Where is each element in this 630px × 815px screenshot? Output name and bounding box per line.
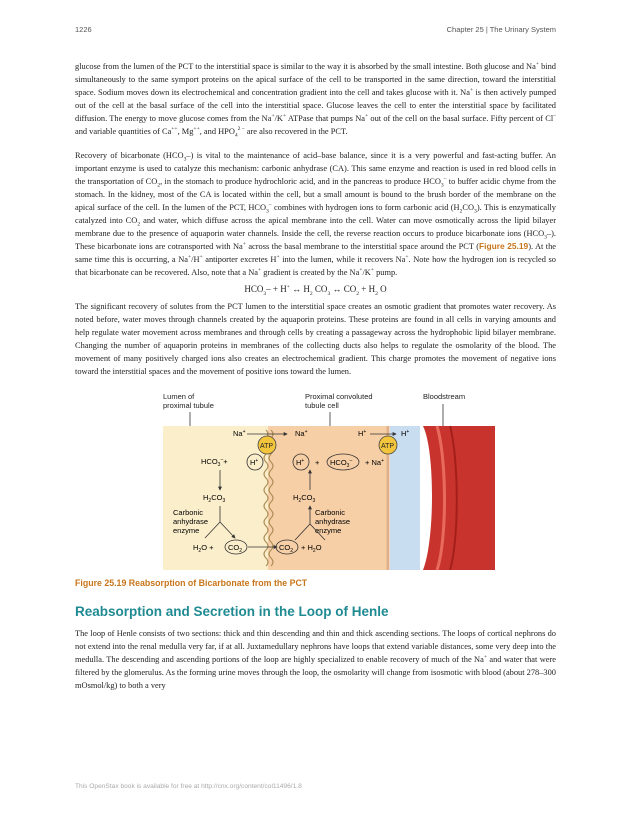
footer: This OpenStax book is available for free at http://cnx.org/content/col11496/1.8: [75, 783, 302, 790]
atp-basal-label: ATP: [381, 443, 395, 450]
page-number: 1226: [75, 25, 92, 34]
section-heading: Reabsorption and Secretion in the Loop of Henle: [75, 604, 389, 619]
label-co2-lumen: $CO_2$: [228, 543, 243, 554]
label-cell: Proximal convoluted: [305, 392, 373, 401]
label-na-interstitial: + Na+: [365, 458, 384, 467]
label-h2o-cell: + $H_2O$: [301, 543, 322, 554]
label-h2co3-cell: $H_2CO_3$: [293, 493, 316, 504]
label-hco3-cell: $HCO_3^-$: [330, 458, 353, 469]
label-lumen: Lumen of: [163, 392, 195, 401]
label-enzyme-cell-3: enzyme: [315, 526, 342, 535]
label-cell-2: tubule cell: [305, 401, 339, 410]
blood-vessel: [423, 426, 495, 570]
label-h2o-lumen: $H_2O$ +: [193, 543, 214, 554]
figure-link[interactable]: Figure 25.19: [479, 241, 529, 251]
svg-text:+: +: [315, 458, 320, 467]
label-blood: Bloodstream: [423, 392, 466, 401]
paragraph-glucose: glucose from the lumen of the PCT to the interstitial space is similar to the way it is absorbed by the small intestine. Both glucose and Na+ bind simultaneously to the same symport proteins on the apical surface of the cell to be transported in the same direction, toward the interstitial space. Sodium moves down its electrochemical and concentration gradient into the cell and takes glucose with it. Na+ is then actively pumped out of the cell at the basal surface of the cell into the interstitial space. Glucose leaves the cell to enter the interstitial space by facilitated diffusion. The energy to move glucose comes from the Na+/K+ ATPase that pumps Na+ out of the cell on the basal surface. Fifty percent of Cl– and variable quantities of Ca++, Mg++, and $HPO_4^{2 -}$ are also recovered in the PCT.: [75, 61, 557, 139]
equation: $HCO_3- + H^+$ ↔ $H_2$ $CO_3$ ↔ $CO_2 + H_2$ O: [244, 284, 387, 297]
bicarbonate-diagram: [75, 390, 556, 570]
label-h-lumen: H+: [250, 458, 259, 467]
figure-25-19: [75, 390, 556, 570]
label-enzyme-lumen-3: enzyme: [173, 526, 200, 535]
label-enzyme-lumen-1: Carbonic: [173, 508, 204, 517]
paragraph-bicarbonate: Recovery of bicarbonate $(HCO_3-)$ is vital to the maintenance of acid–base balance, since it is a very powerful and fast-acting buffer. An important enzyme is used to catalyze this mechanism: carbonic anhydrase (CA). This same enzyme and reaction is used in red blood cells in the transportation of $CO_2$, in the stomach to produce hydrochloric acid, and in the pancreas to produce $HCO_3^-$ to buffer acidic chyme from the stomach. In the kidney, most of the CA is located within the cell, but a small amount is bound to the brush border of the membrane on the apical surface of the cell. In the lumen of the PCT, $HCO_3^-$ combines with hydrogen ions to form carbonic acid $(H_2CO_3)$. This is enzymatically catalyzed into $CO_2$ and water, which diffuse across the apical membrane into the cell. Water can move osmotically across the lipid bilayer membrane due to the presence of aquaporin water channels. Inside the cell, the reverse reaction occurs to produce bicarbonate ions $(HCO_3-)$. These bicarbonate ions are cotransported with Na+ across the basal membrane to the interstitial space around the PCT (Figure 25.19). At the same time this is occurring, a Na+/H+ antiporter excretes H+ into the lumen, while it recovers Na+. Note how the hydrogen ion is recycled so that bicarbonate can be recovered. Also, note that a Na+ gradient is created by the Na+/K+ pump.: [75, 151, 557, 277]
label-h2co3-lumen: $H_2CO_3$: [203, 493, 226, 504]
paragraph-loop-henle: The loop of Henle consists of two sections: thick and thin descending and thin and thick ascending sections. The loops of cortical nephrons do not extend into the renal medulla very far, if at all. Juxtamedullary nephrons have loops that extend variable distances, some very deep into the medulla. The descending and ascending portions of the loop are highly specialized to enable recovery of much of the Na+ and water that were filtered by the glomerulus. As the forming urine moves through the loop, the osmolarity will change from isosmotic with blood (about 278–300 mOsmol/kg) to both a very: [75, 629, 556, 690]
label-hco3-lumen: $HCO_3^-+$: [201, 457, 228, 468]
label-na-lumen: Na+: [233, 429, 246, 438]
label-h-cell: H+: [358, 429, 367, 438]
label-enzyme-cell-2: anhydrase: [315, 517, 351, 526]
page-body: [75, 60, 556, 692]
chapter-title: Chapter 25 | The Urinary System: [446, 25, 556, 34]
label-enzyme-lumen-2: anhydrase: [173, 517, 209, 526]
atp-apical-label: ATP: [260, 443, 274, 450]
label-h-blood: H+: [401, 429, 410, 438]
paragraph-osmotic: The significant recovery of solutes from the PCT lumen to the interstitial space creates an osmotic gradient that promotes water recovery. As noted before, water moves through channels created by the aquaporin proteins. These proteins are found in all cells in varying amounts and help regulate water movement across membranes and through cells by creating a passageway across the hydrophobic lipid bilayer membrane. Changing the number of aquaporin proteins in membranes of the collecting ducts also helps to regulate the osmolarity of the blood. The movement of many positively charged ions also creates an electrochemical gradient. This charge promotes the movement of negative ions toward the interstitial spaces and the movement of positive ions toward the lumen.: [75, 302, 556, 376]
label-lumen-2: proximal tubule: [163, 401, 214, 410]
label-na-cell: Na+: [295, 429, 308, 438]
label-enzyme-cell-1: Carbonic: [315, 508, 346, 517]
label-h-cellrow: H+: [296, 458, 305, 467]
figure-caption: Figure 25.19 Reabsorption of Bicarbonate from the PCT: [75, 578, 308, 588]
label-co2-cell: $CO_2$: [279, 543, 294, 554]
